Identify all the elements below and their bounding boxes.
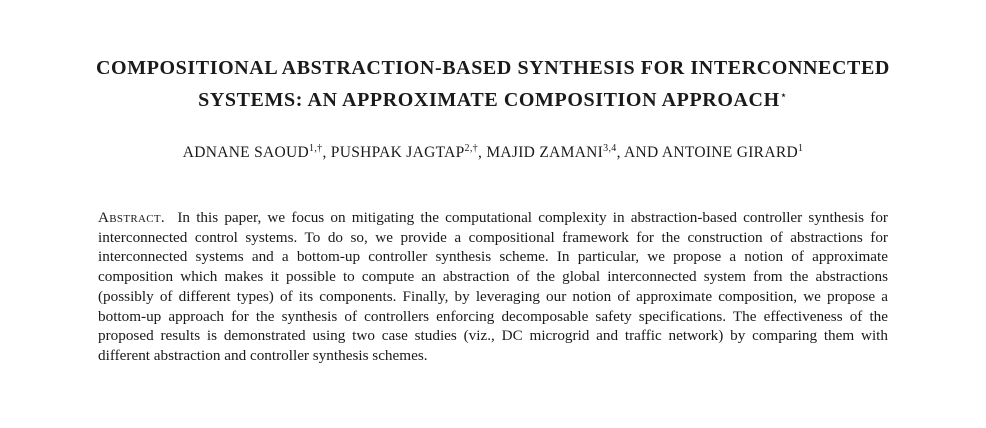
abstract-paragraph <box>98 208 888 366</box>
paper-title <box>0 55 986 114</box>
author-affiliation: 1,† <box>309 143 323 154</box>
author-name: MAJID ZAMANI <box>486 144 604 161</box>
author-name: PUSHPAK JAGTAP <box>330 144 465 161</box>
title-line-2 <box>0 82 986 114</box>
abstract-label: Abstract. <box>98 209 165 226</box>
author-separator: , <box>477 144 487 161</box>
title-line-2-text: SYSTEMS: AN APPROXIMATE COMPOSITION APPROACH <box>198 89 780 111</box>
author-name: ANTOINE GIRARD <box>661 144 798 161</box>
author-affiliation: 2,† <box>464 143 478 154</box>
author-affiliation: 1 <box>797 143 804 154</box>
author-separator: , AND <box>616 144 662 161</box>
abstract-text: In this paper, we focus on mitigating the computational complexity in abstraction-based controller synthesis for interconnected control systems. To do so, we provide a compositional framework for the construction of abstractions for interconnected systems and a bottom-up controller synthesis scheme. In particular, we propose a notion of approximate composition which makes it possible to compute an abstraction of the global interconnected system from the abstractions (possibly of different types) of its components. Finally, by leveraging our notion of approximate composition, we propose a bottom-up approach for the synthesis of controllers enforcing decomposable safety specifications. The effectiveness of the proposed results is demonstrated using two case studies (viz., DC microgrid and traffic network) by comparing them with different abstraction and controller synthesis schemes. <box>98 209 888 364</box>
author-name: ADNANE SAOUD <box>182 144 310 161</box>
title-footnote-mark: ⋆ <box>779 88 788 102</box>
author-separator: , <box>322 144 331 161</box>
title-line-1: COMPOSITIONAL ABSTRACTION-BASED SYNTHESIS FOR INTERCONNECTED <box>96 57 890 79</box>
author-list <box>0 144 986 162</box>
author-affiliation: 3,4 <box>603 143 617 154</box>
